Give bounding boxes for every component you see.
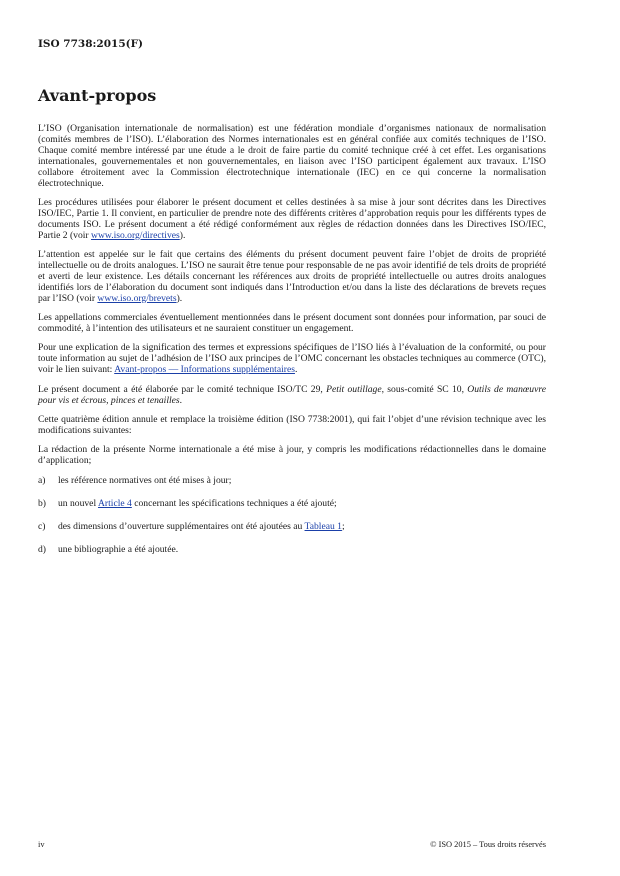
paragraph-revision: La rédaction de la présente Norme internationale a été mise à jour, y compris les modifications rédactionnelles dans le domaine d’application; <box>38 444 546 467</box>
paragraph-iso-intro: L’ISO (Organisation internationale de normalisation) est une fédération mondiale d’organismes nationaux de normalisation (comités membres de l’ISO). L’élaboration des Normes internationales est en général confiée aux comités techniques de l’ISO. Chaque comité membre intéressé par une étude a le droit de faire partie du comité technique créé à cet effet. Les organisations internationales, gouvernementales et non gouvernementales, en liaison avec l’ISO participent également aux travaux. L’ISO collabore étroitement avec la Commission électrotechnique internationale (IEC) en ce qui concerne la normalisation électrotechnique. <box>38 123 546 189</box>
list-item-text-part: un nouvel <box>58 497 98 509</box>
directives-link[interactable]: www.iso.org/directives <box>91 229 180 241</box>
paragraph-text: Le présent document a été élaborée par le comité technique ISO/TC 29, <box>38 383 327 395</box>
list-item <box>38 499 546 510</box>
paragraph-trade-names: Les appellations commerciales éventuellement mentionnées dans le présent document sont données pour information, par souci de commodité, à l’intention des utilisateurs et ne sauraient constituer un engagement. <box>38 312 546 334</box>
page-title: Avant-propos <box>38 86 157 105</box>
paragraph-text: L’attention est appelée sur le fait que certains des éléments du présent document peuvent faire l’objet de droits de propriété intellectuelle ou de droits analogues. L’ISO ne saurait être tenue pour responsable de ne pas avoir identifié de tels droits de propriété et averti de leur existence. Les détails concernant les références aux droits de propriété intellectuelle ou autres droits analogues identifiés lors de l’élaboration du document sont indiqués dans l’Introduction et/ou dans la liste des déclarations de brevets reçues par l’ISO (voir <box>38 249 546 304</box>
page-number: iv <box>38 840 45 849</box>
list-marker: b) <box>38 497 46 509</box>
subcommittee-title: Outils de manœuvre pour vis et écrous, pinces et tenailles <box>38 383 546 406</box>
supplementary-info-link[interactable]: Avant-propos — Informations supplémentaires <box>114 364 295 376</box>
page-footer <box>38 840 546 849</box>
list-marker: c) <box>38 520 46 532</box>
paragraph-edition: Cette quatrième édition annule et remplace la troisième édition (ISO 7738:2001), qui fait l’objet d’une révision technique avec les modifications suivantes: <box>38 413 546 436</box>
committee-title: Petit outillage <box>326 383 382 395</box>
changes-list <box>38 476 546 556</box>
paragraph-conformity <box>38 343 546 376</box>
list-item <box>38 522 546 533</box>
list-item-text: les référence normatives ont été mises à jour; <box>58 474 232 486</box>
patents-link[interactable]: www.iso.org/brevets <box>97 292 177 304</box>
list-item <box>38 545 546 556</box>
document-id: ISO 7738:2015(F) <box>38 38 144 50</box>
paragraph-text: ). <box>176 292 183 304</box>
list-item-text <box>58 499 337 510</box>
article-4-link[interactable]: Article 4 <box>97 497 132 509</box>
paragraph-text: ). <box>179 229 186 241</box>
paragraph-procedures <box>38 198 546 242</box>
list-item-text-part: ; <box>341 520 345 532</box>
list-item-text <box>58 522 345 533</box>
list-item-text-part: concernant les spécifications techniques a été ajouté; <box>131 497 337 509</box>
paragraph-committee <box>38 385 546 407</box>
list-marker: a) <box>38 474 46 486</box>
paragraph-patents <box>38 250 546 305</box>
copyright-notice: © ISO 2015 – Tous droits réservés <box>430 840 546 849</box>
paragraph-text: . <box>179 394 183 406</box>
list-item-text: une bibliographie a été ajoutée. <box>58 543 179 555</box>
table-1-link[interactable]: Tableau 1 <box>304 520 342 532</box>
list-marker: d) <box>38 543 46 555</box>
paragraph-text: Les procédures utilisées pour élaborer le présent document et celles destinées à sa mise à jour sont décrites dans les Directives ISO/IEC, Partie 1. Il convient, en particulier de prendre note des différents critères d’approbation requis pour les différents types de documents ISO. Le présent document a été rédigé conformément aux règles de rédaction données dans les Directives ISO/IEC, Partie 2 (voir <box>38 196 546 241</box>
paragraph-text: , sous-comité SC 10, <box>381 383 468 395</box>
paragraph-text: . <box>294 364 298 376</box>
foreword-body <box>38 124 546 568</box>
list-item <box>38 476 546 487</box>
paragraph-text: Pour une explication de la signification des termes et expressions spécifiques de l’ISO liés à l’évaluation de la conformité, ou pour toute information au sujet de l’adhésion de l’ISO aux principes de l’OMC concernant les obstacles techniques au commerce (OTC), voir le lien suivant: <box>38 342 546 376</box>
list-item-text-part: des dimensions d’ouverture supplémentaires ont été ajoutées au <box>58 520 305 532</box>
